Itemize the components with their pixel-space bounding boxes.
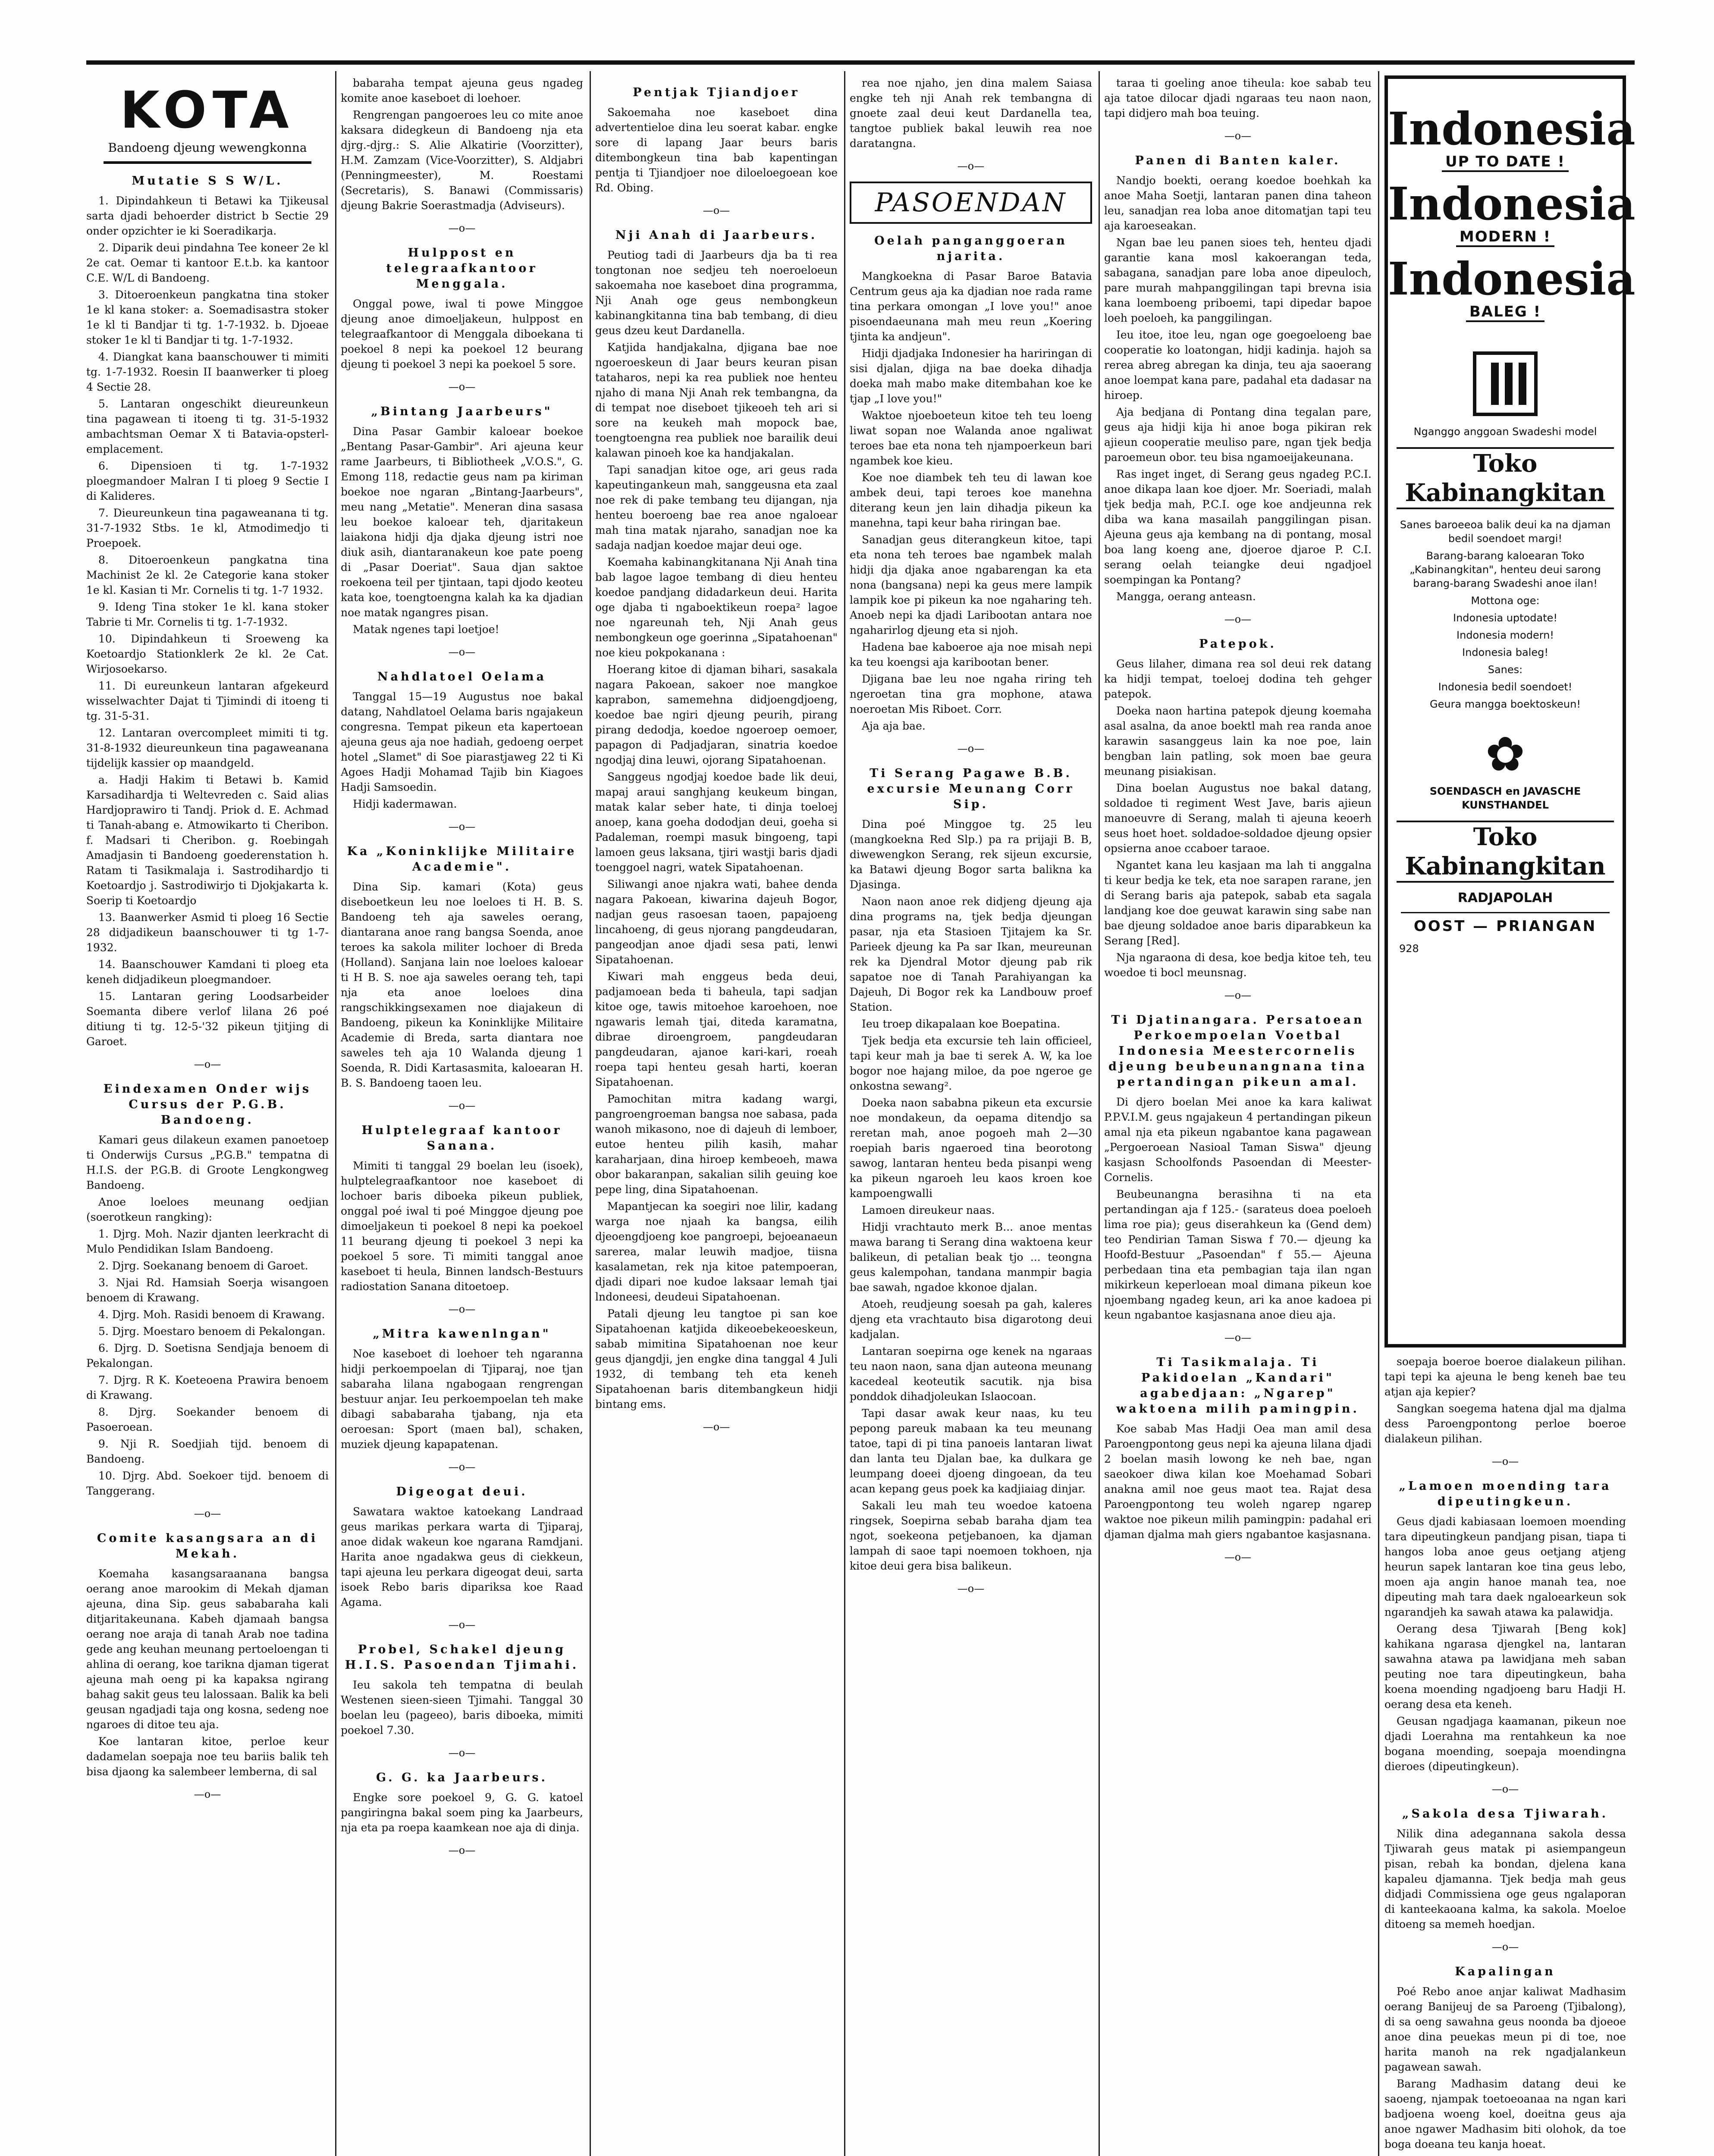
article: [341, 1326, 583, 1475]
article-separator: —o—: [194, 1058, 221, 1070]
article-paragraph: Tanggal 15—19 Augustus noe bakal datang, Nahdlatoel Oelama baris ngajakeun congresna. Tempat pikeun eta kapertoean ajeuna geus aja noe hadiah, gedoeng oerpet hotel „Slamet" di Soe piarastjaweg 22 ti Ki Agoes Hadji Mohamad Tajib bin Kiagoes Hadji Samsoedin.: [341, 690, 583, 793]
article-paragraph: 8. Djrg. Soekander benoem di Pasoeroean.: [86, 1406, 329, 1433]
article-paragraph: Oerang desa Tjiwarah [Beng kok] kahikana ngarasa djengkel na, lantaran sawahna atawa pa lawidjana meh saban peuting noe tara dipeutingkeun, baha koena moending ngadjoeng baru Hadji H. oerang desa eta keneh.: [1384, 1623, 1626, 1711]
article-paragraph: Ieu itoe, itoe leu, ngan oge goegoeloeng bae cooperatie ko loatongan, hidji kadinja. hajoh sa rerea abreg abregan ka dinja, teu aja saoerang anoe loempat kana pare, padahal eta dadasar na hiroep.: [1104, 329, 1372, 401]
ad-line: Sanes baroeeoa balik deui ka na djaman bedil soendoet margi!: [1400, 519, 1611, 545]
article-paragraph: 3. Njai Rd. Hamsiah Soerja wisangoen benoem di Krawang.: [86, 1276, 329, 1304]
article: [341, 1770, 583, 1858]
article-paragraph: 8. Ditoeroenkeun pangkatna tina Machinist 2e kl. 2e Categorie kana stoker 1e kl. Kasian ti Mr. Cornelis ti tg. 1-7 1932.: [86, 554, 329, 596]
article-separator: —o—: [1224, 1332, 1252, 1344]
article-heading: Probel, Schakel djeung H.I.S. Pasoendan Tjimahi.: [345, 1643, 579, 1672]
article-paragraph: soepaja boeroe boeroe dialakeun pilihan. tapi tepi ka ajeuna le beng keneh bae teu atjan aja kepier?: [1384, 1355, 1626, 1398]
article-paragraph: Nja ngaraona di desa, koe bedja kitoe teh, teu woedoe ti bocl meunsnag.: [1104, 951, 1372, 979]
column-4: [850, 75, 1092, 2156]
article-paragraph: 9. Ideng Tina stoker 1e kl. kana stoker Tabrie ti Mr. Cornelis ti tg. 1-7-1932.: [86, 601, 329, 628]
article: [595, 85, 838, 218]
article-paragraph: 7. Dieureunkeun tina pagaweanana ti tg. 31-7-1932 Stbs. 1e kl, Atmodimedjo ti Proepoek.: [86, 507, 329, 549]
article-paragraph: Ieu troep dikapalaan koe Boepatina.: [862, 1018, 1061, 1030]
ad-line: Mottona oge:: [1471, 595, 1540, 607]
article-paragraph: 15. Lantaran gering Loodsarbeider Soemanta dibere verlof lilana 26 poé ditiung ti tg. 12-5-'32 pikeun tjitjing di Garoet.: [86, 990, 329, 1048]
article-paragraph: Dina Sip. kamari (Kota) geus diseboetkeun leu noe loeloes ti H. B. S. Bandoeng teh aja saweles oerang, diantarana anoe rang bangsa Soenda, anoe teroes ka sakola militer lochoer di Breda (Holland). Sanjana lain noe loeloes kaloear ti H B. S. noe aja saweles oerang teh, tapi nja eta anoe loeloes dina rangschikkingsexamen noe diajakeun di Bandoeng, pikeun ka Koninklijke Militaire Academie di Breda, sarta diantara noe saweles teh aja 10 Walanda djeung 1 Soenda, R. Didi Kartasasmita, kaloearan H. B. S. Bandoeng taoen leu.: [341, 881, 583, 1089]
article-paragraph: Sakali leu mah teu woedoe katoena ringsek, Soepirna sebab baraha djam tea ngot, soekeona petjebanoen, ka djaman lampah di saoe tapi noemoen tokhoen, nja kitoe deui gera bisa balikeun.: [850, 1499, 1092, 1572]
article-paragraph: Di djero boelan Mei anoe ka kara kaliwat P.P.V.I.M. geus ngajakeun 4 pertandingan pikeun amal nja eta pikeun ngabantoe kana pagawean „Pergoeroean Nasioal Taman Siswa" djeung kasjasn Schoolfonds Pasoendan di Meester-Cornelis.: [1104, 1096, 1372, 1184]
article-paragraph: Ngan bae leu panen sioes teh, henteu djadi garantie kana mosl kakoerangan teda, sabagana, sanadjan pare loba anoe dipeuloch, pare murah mahpanggilingan tapi brevna isia kana loemboeng priboemi, tapi dipedar bapoe loeh poeloeh, ka panggilingan.: [1104, 236, 1372, 324]
article-heading: „Lamoen moending tara dipeutingkeun.: [1399, 1479, 1612, 1508]
article-paragraph: Tjek bedja eta excursie teh lain officieel, tapi keur mah ja bae ti serek A. W, ka loe bogor noe hajang miloe, da poe ngeroe ge onkostna sewang².: [850, 1034, 1092, 1092]
article: [341, 1484, 583, 1633]
ad-line: Indonesia modern!: [1456, 629, 1554, 641]
article-paragraph: Sawatara waktoe katoekang Landraad geus marikas perkara warta di Tjiparaj, anoe didak wakeun koe ngarana Ramdjani. Harita anoe ngadakwa geus di ciekkeun, tapi ajeuna leu perkara digeogat deui, sarta isoek Rebo baris dipariksa koe Raad Agama.: [341, 1505, 583, 1608]
article-paragraph: Ras inget inget, di Serang geus ngadeg P.C.I. anoe dikapa laan koe djoer. Mr. Soeriadi, malah tjek bedja mah, P.C.I. oge koe andjeunna rek diba wa kana masailah panggilingan pisan. Ajeuna geus aja kembang na di pontang, mosal boa lang koeng ane, djoeroe djaroe P. C.I. serang oelah teiangke deui ngadjoel soempingan ka Pontang?: [1104, 468, 1372, 586]
article: [86, 1531, 329, 1802]
masthead: [86, 80, 329, 164]
article-paragraph: Poé Rebo anoe anjar kaliwat Madhasim oerang Banijeuj de sa Paroeng (Tjibalong), di sa oeng sawahna geus noonda ba djoeoe anoe dina peuekas meun pi di toe, noe harita manoh na rek ngadjalankeun pagawean sawah.: [1384, 1985, 1626, 2073]
article-separator: —o—: [448, 1844, 476, 1856]
article-heading: „Bintang Jaarbeurs": [371, 405, 553, 418]
article-paragraph: Dina Pasar Gambir kaloear boekoe „Bentang Pasar-Gambir". Ari ajeuna keur rame Jaarbeurs, ti Bibliotheek „V.O.S.", G. Emong 118, redactie geus nam pa kiriman boekoe noe ngaran „Bintang-Jaarbeurs", meu nang „Metatie". Meneran dina sasasa leu boekoe kaloear teh, djaritakeun laiakona hidji dja djaka djeung istri noe diuk asih, diantaranakeun koe pate poeng di „Pasar Doeriat". Saua djan saktoe roekoena teil per tjintaan, tapi djodo keoteu kata koe, toengtoengna kalah ka ka djadian noe matak ngangres pisan.: [341, 425, 583, 619]
article: [341, 245, 583, 395]
article: [850, 766, 1092, 1596]
article-paragraph: Geusan ngadjaga kaamanan, pikeun noe djadi Loerahna ma rentahkeun ka noe bogana moending, soepaja moendingna dieroes (dipeutingkeun).: [1384, 1715, 1626, 1773]
article-paragraph: Ieu sakola teh tempatna di beulah Westenen sieen-sieen Tjimahi. Tanggal 30 boelan leu (pageeo), baris diboeka, mimiti poekoel 7.30.: [341, 1679, 583, 1736]
article-paragraph: Sakoemaha noe kaseboet dina advertentieloe dina leu soerat kabar. engke sore di lapang Jaar beurs baris ditembongkeun tina bab kapentingan pentja ti Tjiandjoer noe diloeloegoean koe Rd. Obing.: [595, 106, 838, 194]
article-separator: —o—: [1491, 1941, 1519, 1953]
ad-brand-1: Indonesia: [1388, 102, 1636, 155]
ad-line: Geura mangga boektoskeun!: [1430, 698, 1581, 710]
section-title-pasoendan: PASOENDAN: [850, 182, 1092, 224]
article: [850, 75, 1092, 174]
ad-line: Indonesia bedil soendoet!: [1438, 681, 1573, 693]
article-paragraph: Hoerang kitoe di djaman bihari, sasakala nagara Pakoean, sakoer noe mangkoe kaprabon, samemehna didjoengdjoeng, koedoe bae ngiri djeung peurih, pirang pirang dedodja, koedoe ngoeroep oemoer, papagon di Padjadjaran, sinatria koedoe ngodjaj dina leuwi, ojorang Sipatahoenan.: [595, 663, 838, 766]
article-paragraph: Koe lantaran kitoe, perloe keur dadamelan soepaja noe teu bariis balik teh bisa djaong ka salembeer lemberna, di sal: [86, 1735, 329, 1778]
article-paragraph: Hidji kadermawan.: [353, 798, 457, 810]
article-separator: —o—: [448, 222, 476, 234]
article-heading: Mutatie S S W/L.: [132, 174, 283, 188]
ad-tag-baleg: BALEG !: [1466, 303, 1544, 322]
column-2: [341, 75, 583, 2156]
ad-brand-3: Indonesia: [1388, 252, 1636, 305]
column-rule: [335, 71, 336, 2156]
ad-logo-icon: [1473, 351, 1538, 416]
article-paragraph: Beubeunangna berasihna ti na eta pertandingan aja f 125.- (sarateus doea poeloeh lima roe pia); geus diserahkeun ka (Gend dem) teo Pendirian Taman Siswa f 70.— djeung ka Hoofd-Bestuur „Pasoendan" f 55.— Ajeuna perbedaan tina eta pembagian taja ilan ngan mikirkeun keperloean moal dimana pikeun koe njoembang ngadeg keun, ari ka anoe kadoea pi keun ngabantoe kasjasnana anoe dieu aja.: [1104, 1188, 1372, 1321]
article: [341, 1123, 583, 1317]
article-paragraph: Dina poé Minggoe tg. 25 leu (mangkoekna Red Slp.) pa ra prijaji B. B, diwewengkon Serang, rek sijeun excursie, ka Batawi djeung Bogor sarta balikna ka Djasinga.: [850, 818, 1092, 891]
article-paragraph: Koemaha kabinangkitanana Nji Anah tina bab lagoe lagoe tembang di dieu henteu koedoe pandjang didadarkeun deui. Harita oge djaba ti ngaboektikeun roepa² lagoe noe ngareunah teh, Nji Anah geus nembongkeun oge goerinna „Sipatahoenan" noe kieu pokpokanana :: [595, 556, 838, 659]
article-paragraph: a. Hadji Hakim ti Betawi b. Kamid Karsadihardja ti Weltevreden c. Said alias Hardjoprawiro ti Tandj. Priok d. E. Achmad ti Tanah-abang e. Atmowikarto ti Cheribon. f. Madsari ti Cheribon. g. Roebingah Amadjasin ti Bandoeng goederenstation h. Ratam ti Tasikmalaja i. Sastrodihardjo ti Koetoardjo j. Sastrodiwirjo ti Djokjakarta k. Soerip ti Koetoardjo: [86, 774, 329, 907]
article-paragraph: 7. Djrg. R K. Koeteoena Prawira benoem di Krawang.: [86, 1374, 329, 1401]
masthead-subtitle: Bandoeng djeung wewengkonna: [108, 141, 307, 155]
article: [1104, 1355, 1372, 1565]
article-paragraph: Tapi dasar awak keur naas, ku teu pepong pareuk mabaan ka teu meunang tatoe, tapi di pi tina panoeis lantaran liwat dan lanta teu Djalan bae, ka dulkara ge leumpang doeei djoeng dingoean, da teu acan kepang geus poek ka kadjiaiag dinjar.: [850, 1407, 1092, 1495]
article-heading: „Mitra kawenlngan": [373, 1327, 551, 1341]
ad-brand-2: Indonesia: [1388, 177, 1636, 230]
article-paragraph: Dina boelan Augustus noe bakal datang, soldadoe ti regiment West Jave, baris ajieun manoeuvre di Serang, malah ti ajeuna keoerh seus hoet hoet. soldadoe-soldadoe djeung opsier opsierna anoe ccaboer taraoe.: [1104, 782, 1372, 855]
article-separator: —o—: [1224, 130, 1252, 142]
article-paragraph: Mangkoekna di Pasar Baroe Batavia Centrum geus aja ka djadian noe rada rame tina perkara omongan „I love you!" anoe pisoendaeunana mah meu reun „Koering tjinta ka andjeun".: [850, 270, 1092, 343]
article-separator: —o—: [957, 743, 985, 755]
article-paragraph: Sanggeus ngodjaj koedoe bade lik deui, mapaj araui sanghjang keukeum bingan, matak kalar seber hate, ti dinja toeloej anoep, kana goeha dododjan deui, goeha si Padaleman, roempi masuk bingoeng, tapi lamoen geus laksana, tjiri wastji baris djadi toenggoel nagri, watek Sipatahoenan.: [595, 771, 838, 874]
article-paragraph: Sangkan soegema hatena djal ma djalma dess Paroengpontong perloe boeroe dialakeun pilihan.: [1384, 1402, 1626, 1445]
article-heading: Patepok.: [1199, 637, 1277, 651]
article-heading: „Sakola desa Tjiwarah.: [1402, 1807, 1609, 1821]
article-paragraph: 1. Dipindahkeun ti Betawi ka Tjikeusal sarta djadi behoerder district b Sectie 29 onder opzichter ie ki Soeradikarja.: [86, 194, 329, 237]
article-paragraph: Koemaha kasangsaraanana bangsa oerang anoe marookim di Mekah djaman ajeuna, dina Sip. geus sababaraha kali ditjaritakeunana. Kabeh djamaah bangsa oerang noe araja di tanah Arab noe tadina gede ang keuhan meunang pertoeloengan ti ahlina di oerang, koe tarikna djaman tigerat ajeuna mah oeng pi ka kapaksa ngirang bahag sakit geus teu lalossaan. Balik ka beli geusan ngadjadi taja ong kosna, sedeng noe ngaroes di ditoe teu aja.: [86, 1567, 329, 1731]
article-paragraph: Rengrengan pangoeroes leu co mite anoe kaksara didegkeun di Bandoeng nja eta djrg.-djrg.: S. Alie Alkatirie (Voorzitter), H.M. Zamzam (Vice-Voorzitter), S. Aldjabri (Penningmeester), M. Roestami (Secretaris), S. Banawi (Commissaris) djeung Bakrie Soerastmadja (Adviseurs).: [341, 109, 583, 212]
article: [1104, 1012, 1372, 1345]
ad-tag-modern: MODERN !: [1456, 228, 1554, 247]
column-4-top: [850, 75, 1092, 174]
article-paragraph: Koe noe diambek teh teu di lawan koe ambek deui, tapi teroes koe manehna diterang keun jen lain dihadja pikeun ka manehna, tapi keur baha riringan bae.: [850, 471, 1092, 529]
article-paragraph: 5. Djrg. Moestaro benoem di Pekalongan.: [98, 1325, 326, 1338]
article-heading: Kapalingan: [1455, 1965, 1556, 1978]
ad-address: RADJAPOLAH: [1457, 890, 1553, 906]
ad-line: Barang-barang kaloearan Toko „Kabinangkitan", henteu deui sarong barang-barang Swadeshi anoe ilan!: [1409, 550, 1601, 589]
article-paragraph: Mangga, oerang anteasn.: [1116, 590, 1256, 603]
article: [1384, 1964, 1626, 2156]
article-paragraph: 2. Djrg. Soekanang benoem di Garoet.: [98, 1260, 308, 1272]
article-heading: Eindexamen Onder wijs Cursus der P.G.B. Bandoeng.: [103, 1082, 312, 1127]
article-heading: Oelah panganggoeran njarita.: [874, 234, 1067, 263]
article-paragraph: Siliwangi anoe njakra wati, bahee denda nagara Pakoean, kiwarina dajeuh Bogor, nadjan geus rasoesan taoen, papajoeng lincahoeng, di geus njorang pangdeudaran, pangeodjan anoe djadi sesa pati, lenwi Sipatahoenan.: [595, 878, 838, 966]
ad-shop-name-2: Toko Kabinangkitan: [1397, 821, 1614, 883]
column-rule: [1099, 71, 1100, 2156]
article-heading: Ti Serang Pagawe B.B. excursie Meunang Corr Sip.: [867, 767, 1075, 811]
article-separator: —o—: [1224, 989, 1252, 1001]
article-paragraph: Matak ngenes tapi loetjoe!: [353, 623, 499, 636]
article-separator: —o—: [448, 381, 476, 393]
article-paragraph: 11. Di eureunkeun lantaran afgekeurd wisselwachter Dajat ti Tjimindi di itoeng ti tg. 31-5-31.: [86, 680, 329, 722]
article: [341, 75, 583, 236]
column-4-rest: [850, 233, 1092, 1596]
article-heading: Ti Tasikmalaja. Ti Pakidoelan „Kandari" agabedjaan: „Ngarep" waktoena milih pamingpin.: [1116, 1356, 1359, 1416]
column-3: [595, 75, 838, 2156]
article-separator: —o—: [703, 204, 730, 216]
article-paragraph: 13. Baanwerker Asmid ti ploeg 16 Sectie 28 didjadikeun baanschouwer ti tg 1-7-1932.: [86, 911, 329, 954]
article-paragraph: Peutiog tadi di Jaarbeurs dja ba ti rea tongtonan noe sedjeu teh noeroeloeun sakoemaha noe kaseboet dina programma, Nji Anah oge geus nembongkeun kabinangkitanna tina bab tembang, di dieu geus dzeu keut Dardanella.: [595, 249, 838, 337]
article: [86, 1081, 329, 1521]
article: [1384, 1354, 1626, 1469]
article-paragraph: Onggal powe, iwal ti powe Minggoe djeung anoe dimoeljakeun, hulppost en telegraafkantoor di Menggala diboekana ti poekoel 8 nepi ka poekoel 12 beurang djeung ti poekoel 3 nepi ka poekoel 5 sore.: [341, 298, 583, 370]
article: [1104, 153, 1372, 627]
article-paragraph: Nandjo boekti, oerang koedoe boehkah ka anoe Maha Soetji, lantaran panen dina taheon leu, sanadjan rea loba anoe ditomatjan tapi teu aja karoeseakan.: [1104, 174, 1372, 232]
article-heading: Pentjak Tjiandjoer: [633, 86, 800, 99]
article-paragraph: Ngantet kana leu kasjaan ma lah ti anggalna ti keur bedja ke tek, eta noe sarapen rarane, jen di Serang baris aja patepok, sabab eta sagala landjang koe doe geuwat karawin sing sabe nan bae djeung soldadoe anoe baris diparabkeun ka Serang [Red].: [1104, 859, 1372, 947]
article-paragraph: Patali djeung leu tangtoe pi san koe Sipatahoenan katjida dikeoebekeoeskeun, sabab mimitina Sipatahoenan noe keur geus djangdji, jen engke dina tanggal 4 Juli 1932, di tembang teh eta keneh Sipatahoenan baris ditembangkeun hidji bintang ems.: [595, 1307, 838, 1410]
article-heading: Ka „Koninklijke Militaire Academie".: [347, 845, 577, 874]
article-paragraph: 10. Djrg. Abd. Soekoer tijd. benoem di Tanggerang.: [86, 1470, 329, 1497]
article: [341, 404, 583, 660]
article-paragraph: Djigana bae leu noe ngaha riring teh ngeroetan tina gra mophone, atawa noeroetan Mis Riboet. Corr.: [850, 673, 1092, 715]
article-paragraph: Waktoe njoeboeteun kitoe teh teu loeng liwat sopan noe Walanda anoe ngaliwat teroes bae eta nona teh njampoerkeun bari ngambek koe kieu.: [850, 409, 1092, 467]
article-paragraph: 14. Baanschouwer Kamdani ti ploeg eta keneh didjadikeun ploegmandoer.: [86, 958, 329, 986]
column-1: [86, 75, 329, 2156]
lotus-emblem-icon: ✿: [1485, 727, 1526, 782]
article-paragraph: Naon naon anoe rek didjeng djeung aja dina programs na, tjek bedja djeungan pasar, nja eta Stasioen Tjitajem ka Sr. Parieek djeung ka Pa sar Ikan, meureunan rek ka Djendral Motor djeung pab rik sapatoe noe di Tanah Parahiyangan ka Dajeuh, Di Bogor rek ka Landbouw proef Station.: [850, 895, 1092, 1013]
article-separator: —o—: [194, 1788, 221, 1800]
ad-maker: SOENDASCH en JAVASCHE KUNSTHANDEL: [1429, 785, 1581, 811]
ad-number: 928: [1399, 943, 1419, 955]
article-separator: —o—: [957, 160, 985, 172]
article-heading: Ti Djatinangara. Persatoean Perkoempoelan Voetbal Indonesia Meestercornelis djeung beubeunangnana tina pertandingan pikeun amal.: [1108, 1013, 1367, 1089]
article-paragraph: Doeka naon sababna pikeun eta excursie noe mondakeun, da oepama ditendjo sa reretan mah, anoe pogoeh mah 2—30 roepiah baris ngaeroed tina beorotong sawog, lantaran henteu beda pisanpi weng ka pikeun ngaroeh leu kaos kroen koe kampoengwalli: [850, 1097, 1092, 1200]
article-paragraph: Mimiti ti tanggal 29 boelan leu (isoek), hulptelegraafkantoor noe kaseboet di lochoer baris diboeka pikeun publiek, onggal poé iwal ti poé Minggoe djeung poe dimoeljakeun ti poekoel 8 nepi ka poekoel 11 beurang djeung ti poekoel 3 nepi ka poekoel 5 sore. Ti mimiti tanggal anoe kaseboet ti heula, Binnen landsch-Bestuurs radiostation Sanana ditoetoep.: [341, 1159, 583, 1293]
article-paragraph: Koe sabab Mas Hadji Oea man amil desa Paroengpontong geus nepi ka ajeuna lilana djadi 2 boelan masih lowong ke neh bae, ngan saeokoer diwa kilan koe Moehamad Sobari anakna amil noe geus maot tea. Rajat desa Paroengpontong teu woleh ngarep ngarep waktoe noe pikeun milih pamingpin: padahal eri djaman djalma mah giers ngabantoe kasjasnana.: [1104, 1423, 1372, 1541]
article-paragraph: Kamari geus dilakeun examen panoetoep ti Onderwijs Cursus „P.G.B." tempatna di H.I.S. der P.G.B. di Groote Lengkongweg Bandoeng.: [86, 1134, 329, 1191]
article-paragraph: Doeka naon hartina patepok djeung koemaha asal asalna, da anoe boektl mah rea randa anoe karawin sasanggeus lain ka noe poe, lain bengban lain patling, sok moen bae geura meunang pisiakisan.: [1104, 705, 1372, 777]
masthead-rule: [104, 161, 311, 164]
article-paragraph: rea noe njaho, jen dina malem Saiasa engke teh nji Anah rek tembangna di gnoete zaal deui keut Dardanella tea, tangtoe publiek bakal leuwih rea noe daratangna.: [850, 77, 1092, 150]
article-paragraph: 10. Dipindahkeun ti Sroeweng ka Koetoardjo Stationklerk 2e kl. 2e Cat. Wirjosoekarso.: [86, 633, 329, 675]
article-paragraph: Hidji djadjaka Indonesier ha hariringan di sisi djalan, djiga na bae doeka dihadja doeka mah mabo make ditembahan koe ke tjap „I love you!": [850, 347, 1092, 405]
article-paragraph: Katjida handjakalna, djigana bae noe ngoeroeskeun di Jaar beurs keuran pisan tataharos, nepi ka rea publiek noe henteu njaho di mana Nji Anah rek tembangna, da di tempat noe diseboet tjikeoeh teh ari si sore na keukeh mah mopock bae, toengtoengna rea publiek noe barailik deui kalawan pinoeh koe ka handjakalan.: [595, 341, 838, 459]
article-heading: Nahdlatoel Oelama: [377, 670, 547, 683]
ad-shop-name: Toko Kabinangkitan: [1397, 447, 1614, 509]
article-paragraph: 6. Dipensioen ti tg. 1-7-1932 ploegmandoer Malran I ti ploeg 9 Sectie I di Kalideres.: [86, 460, 329, 502]
ad-line: Indonesia baleg!: [1462, 646, 1548, 658]
article-paragraph: Anoe loeloes meunang oedjian (soerotkeun rangking):: [86, 1196, 329, 1223]
article-heading: Hulptelegraaf kantoor Sanana.: [361, 1124, 562, 1153]
article-paragraph: 4. Djrg. Moh. Rasidi benoem di Krawang.: [98, 1308, 325, 1321]
article-heading: Comite kasangsara an di Mekah.: [97, 1532, 318, 1561]
article-paragraph: 4. Diangkat kana baanschouwer ti mimiti tg. 1-7-1932. Roesin II baanwerker ti ploeg 4 Sectie 28.: [86, 351, 329, 393]
article-paragraph: 9. Nji R. Soedjiah tijd. benoem di Bandoeng.: [86, 1438, 329, 1465]
article-paragraph: Aja bedjana di Pontang dina tegalan pare, geus aja hidji kija hi anoe boga pikiran rek ajieun cooperatie meuliso pare, ngan tjek bedja paroemeun obor. teu bisa ngamoeijakeunana.: [1104, 406, 1372, 464]
article-separator: —o—: [448, 1303, 476, 1315]
ad-line: Indonesia uptodate!: [1453, 612, 1557, 624]
article: [850, 233, 1092, 756]
column-5: [1104, 75, 1372, 2156]
column-6: [1384, 1354, 1626, 2156]
article-paragraph: Geus djadi kabiasaan loemoen moending tara dipeutingkeun pandjang pisan, tiapa ti hangos loba anoe geus oetjang atjeng heurun sapek lantaran koe tina geus lebo, moen aja angin hanoe manah tea, noe dipeuting mah tara daek ngaloearkeun sok ngarandjeh ka sawah atawa ka palawidja.: [1384, 1515, 1626, 1618]
article: [1384, 1479, 1626, 1797]
ad-line: Sanes:: [1488, 664, 1523, 676]
article: [341, 1642, 583, 1761]
article-paragraph: 5. Lantaran ongeschikt dieureunkeun tina pagawean ti itoeng ti tg. 31-5-1932 ambachtsman Oemar X ti Batavia-opsterl-emplacement.: [86, 398, 329, 455]
article-separator: —o—: [448, 646, 476, 658]
article-paragraph: Noe kaseboet di loehoer teh ngaranna hidji perkoempoelan di Tjiparaj, noe tjan sabaraha lilana ngabogaan rengrengan bestuur anjar. Ieu perkoempoelan teh make dibagi sababaraha tjabang, nja eta oeroesan: Sport (maen bal), schaken, muziek djeung kapapatenan.: [341, 1348, 583, 1451]
article-heading: Digeogat deui.: [396, 1485, 528, 1498]
article-paragraph: Hidji vrachtauto merk B... anoe mentas mawa barang ti Serang dina waktoena keur balikeun, di petalian beak tjo ... teongna geus kalempohan, tandana manmpir bagia bae sawah, ngadoe kkonoe djalan.: [850, 1221, 1092, 1294]
article-separator: —o—: [1224, 613, 1252, 625]
article-paragraph: 1. Djrg. Moh. Nazir djanten leerkracht di Mulo Pendidikan Islam Bandoeng.: [86, 1228, 329, 1255]
article: [341, 844, 583, 1113]
article-paragraph: Mapantjecan ka soegiri noe lilir, kadang warga noe njaah ka bangsa, eilih djeoengdjoeng koe pangroepi, bejoeanaeun sarerea, malar leuwih madjoe, tiisna kasalametan, rek nja kitoe patempoeran, djadi dipari noe kudoe laksaar lemah tjai lndoneesi, deudeui Sipatahoenan.: [595, 1200, 838, 1303]
article-paragraph: 3. Ditoeroenkeun pangkatna tina stoker 1e kl kana stoker: a. Soemadisastra stoker 1e kl ti Bandjar ti tg. 1-7-1932. b. Djoeae stoker 1e kl ti Bandjar ti tg. 1-7-1932.: [86, 288, 329, 346]
article-separator: —o—: [448, 1461, 476, 1473]
article-paragraph: Hadena bae kaboeroe aja noe misah nepi ka teu koengsi aja karibootan bener.: [850, 641, 1092, 668]
ad-region: OOST — PRIANGAN: [1401, 912, 1610, 935]
column-rule: [590, 71, 591, 2156]
article-separator: —o—: [1491, 1455, 1519, 1467]
article-separator: —o—: [448, 1100, 476, 1112]
article-paragraph: babaraha tempat ajeuna geus ngadeg komite anoe kaseboet di loehoer.: [341, 77, 583, 104]
article: [1104, 75, 1372, 144]
top-rule: [86, 60, 1635, 65]
article-paragraph: 6. Djrg. D. Soetisna Sendjaja benoem di Pekalongan.: [86, 1342, 329, 1369]
article-paragraph: Sanadjan geus diterangkeun kitoe, tapi eta nona teh teroes bae ngambek malah hidji dja djaka anoe ngabarengan ka eta nona (bangsana) nepi ka geus mere lampik lampik koe pi pikeun ka noe ngaharing teh. Anoeb nepi ka djadi Laribootan antara noe ngaharirlog djeung eta si njoh.: [850, 533, 1092, 636]
article-paragraph: Geus lilaher, dimana rea sol deui rek datang ka hidji tempat, toeloej dodina teh gehger patepok.: [1104, 658, 1372, 700]
article: [1104, 636, 1372, 1003]
article-paragraph: Pamochitan mitra kadang wargi, pangroengroeman bangsa noe sabasa, pada wanoh mikasono, noe di dajeuh di lemboer, eutoe henteu pilih kasih, mahar karaharjaan, dina hiroep kembeoeh, mawa obor bakaranpan, sakalian silih geuing koe pepe ling, dina Sipatahoenan.: [595, 1093, 838, 1196]
article-heading: Hulppost en telegraafkantoor Menggala.: [386, 246, 538, 291]
article-separator: —o—: [1224, 1551, 1252, 1563]
article-paragraph: Engke sore poekoel 9, G. G. katoel pangiringna bakal soem ping ka Jaarbeurs, nja eta pa roepa kaamkean noe aja di dinja.: [341, 1791, 583, 1834]
ad-tag-uptodate: UP TO DATE !: [1442, 153, 1569, 172]
article-separator: —o—: [448, 1747, 476, 1759]
article-paragraph: 2. Diparik deui pindahna Tee koneer 2e kl 2e cat. Oemar ti kantoor E.t.b. ka kantoor C.E. W/L di Bandoeng.: [86, 241, 329, 284]
article-paragraph: Barang Madhasim datang deui ke saoeng, njampak toetoeoanaa na ngan kari badjoena woeng koel, doeitna geus aja anoe ngawer Madhasim biti olohok, da toe boga doeana teu kanja hoeat.: [1384, 2078, 1626, 2150]
article-paragraph: Lantaran soepirna oge kenek na ngaraas teu naon naon, sana djan auteona meunang kacedeal keoteutik sacutik. nja bisa ponddok dihadjoleukan Islaocoan.: [850, 1345, 1092, 1403]
article-separator: —o—: [957, 1583, 985, 1595]
article: [86, 173, 329, 1072]
article: [1384, 1806, 1626, 1955]
article-paragraph: 12. Lantaran overcompleet mimiti ti tg. 31-8-1932 dieureunkeun tina pagaweanana tijdelijk kassier op maandgeld.: [86, 727, 329, 769]
advertisement-toko-kabinangkitan: [1384, 75, 1636, 1348]
article-separator: —o—: [448, 821, 476, 833]
column-rule: [844, 71, 845, 2156]
masthead-title: KOTA: [120, 80, 295, 140]
article: [341, 669, 583, 834]
article-separator: —o—: [1491, 1783, 1519, 1795]
article-paragraph: Kiwari mah enggeus beda deui, padjamoean beda ti baheula, tapi sadjan kitoe oge, tawis mitoehoe karoehoen, noe ngawaris lemah tjai, diteda karamatna, dibrae diroengroem, pangdeudaran pangdeudaran, ajanoe kari-kari, roeah roepa tapi henteu gesah harti, koeran Sipatahoenan.: [595, 970, 838, 1088]
article-separator: —o—: [703, 1421, 730, 1433]
article-heading: Panen di Banten kaler.: [1135, 154, 1341, 167]
column-rule: [1378, 71, 1379, 2156]
article-paragraph: taraa ti goeling anoe tiheula: koe sabab teu aja tatoe dilocar djadi ngaraas teu naon naon, tapi didjero mah boa teuing.: [1104, 77, 1372, 119]
article-paragraph: Aja aja bae.: [862, 720, 926, 732]
article-paragraph: Atoeh, reudjeung soesah pa gah, kaleres djeng eta vrachtauto bisa digarotong deui kadjalan.: [850, 1298, 1092, 1341]
article-separator: —o—: [448, 1619, 476, 1631]
article-separator: —o—: [194, 1507, 221, 1520]
article: [595, 228, 838, 1435]
article-heading: G. G. ka Jaarbeurs.: [376, 1771, 548, 1784]
article-paragraph: Tapi sanadjan kitoe oge, ari geus rada kapeutingankeun mah, sanggeusna eta zaal noe rek di pake tembang teu dijangan, nja henteu boeroeng bae rea anoe ngaloear mah tina matak njaraho, sanadjan noe ka sadaja nadjan koedoe majar deui oge.: [595, 464, 838, 552]
ad-body: [1388, 518, 1623, 711]
article-heading: Nji Anah di Jaarbeurs.: [615, 229, 818, 242]
article-paragraph: Nilik dina adegannana sakola dessa Tjiwarah geus matak pi asiempangeun pisan, rebah ka bondan, djelena kana kapaleu djamanna. Tjek bedja mah geus didjadi Commissiena oge geus ngalaporan di kanteekaoana kalma, ka sakola. Moeloe ditoeng sa memeh hoedjan.: [1384, 1827, 1626, 1930]
article-paragraph: Lamoen direukeur naas.: [862, 1204, 995, 1216]
ad-logo-caption: Nganggo anggoan Swadeshi model: [1413, 426, 1597, 438]
